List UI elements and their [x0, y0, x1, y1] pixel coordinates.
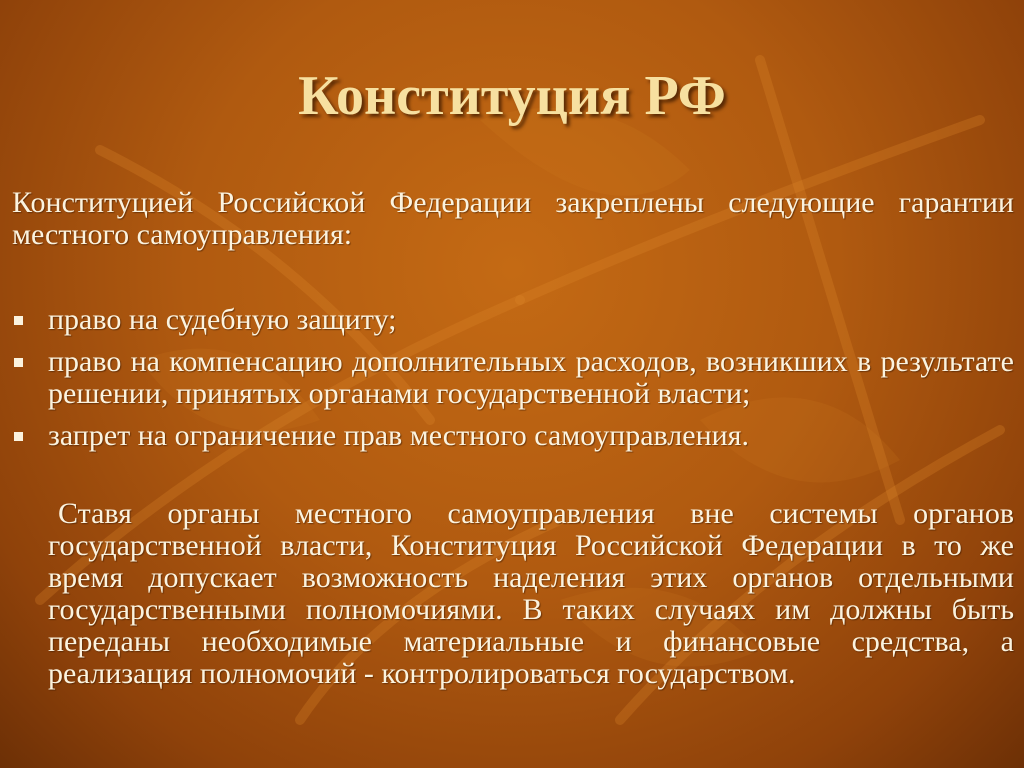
- square-bullet-icon: [14, 432, 23, 441]
- list-item-text: запрет на ограничение прав местного самоуправления.: [48, 419, 749, 452]
- square-bullet-icon: [14, 316, 23, 325]
- list-item: [12, 420, 1014, 452]
- guarantees-list: [12, 304, 1014, 462]
- slide-title: Конституция РФ: [298, 65, 726, 127]
- list-item-text: право на судебную защиту;: [48, 303, 397, 336]
- closing-paragraph: Ставя органы местного самоуправления вне системы органов государственной власти, Конституция Российской Федерации в то же время допускает возможность наделения этих органов отдельными государственными полномочиями. В таких случаях им должны быть переданы необходимые материальные и финансовые средства, а реализация полномочий - контролироваться государством.: [48, 497, 1014, 690]
- intro-paragraph: Конституцией Российской Федерации закреплены следующие гарантии местного самоуправления:: [12, 186, 1014, 251]
- list-item: [12, 304, 1014, 336]
- list-item-text: право на компенсацию дополнительных расходов, возникших в результате решении, принятых органами государственной власти;: [48, 345, 1014, 410]
- square-bullet-icon: [14, 358, 23, 367]
- list-item: [12, 346, 1014, 410]
